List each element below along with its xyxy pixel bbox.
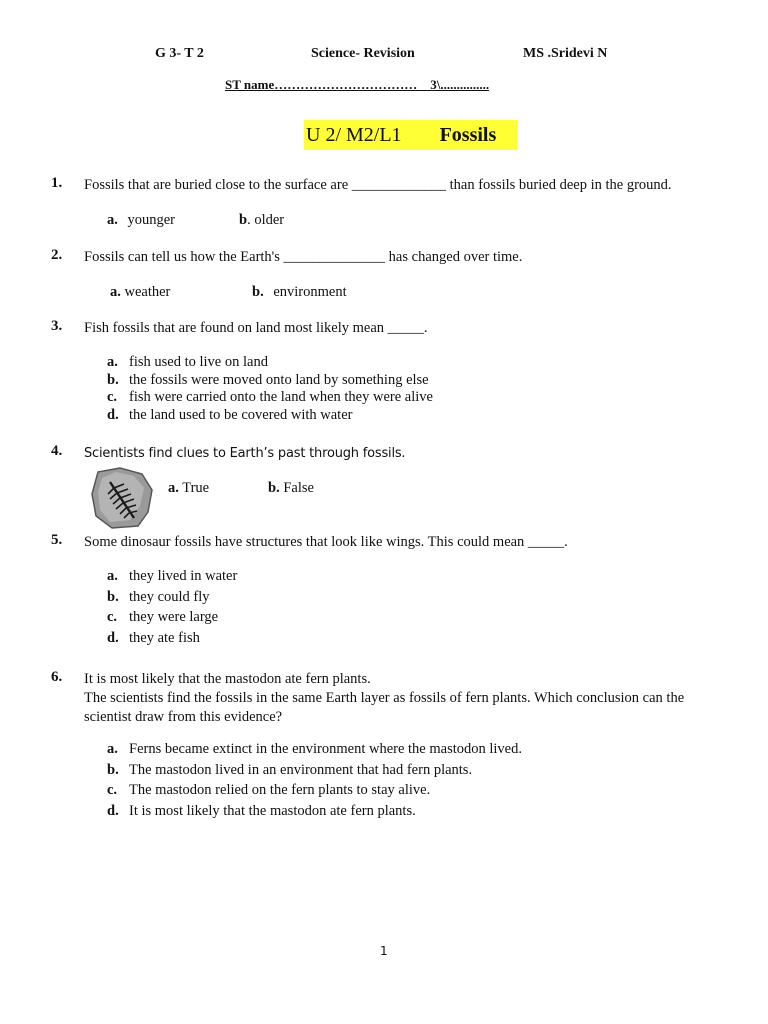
- option-label: c.: [107, 389, 118, 406]
- option-list: [107, 354, 433, 425]
- option-text: weather: [124, 284, 171, 300]
- option-text: fish used to live on land: [129, 354, 268, 370]
- option-label: b.: [107, 588, 119, 605]
- header-subject: Science- Revision: [311, 46, 415, 61]
- option-label: a.: [110, 284, 121, 300]
- question-text: Some dinosaur fossils have structures that look like wings. This could mean _____.: [84, 534, 568, 550]
- question-number: 1.: [51, 175, 63, 191]
- option: [107, 739, 522, 760]
- question-text: Fossils can tell us how the Earth's ______________ has changed over time.: [84, 249, 523, 265]
- option-text: fish were carried onto the land when they were alive: [129, 389, 433, 406]
- option: [168, 480, 209, 497]
- option-text: The mastodon lived in an environment that had fern plants.: [129, 761, 473, 778]
- option-text: they ate fish: [129, 629, 200, 646]
- title-word: Fossils: [439, 123, 497, 146]
- question-number: 6.: [51, 669, 63, 685]
- option: [268, 480, 314, 497]
- option-label: d.: [107, 407, 119, 424]
- option: [252, 284, 347, 301]
- option-text: It is most likely that the mastodon ate fern plants.: [129, 802, 416, 819]
- title-code: U 2/ M2/L1: [306, 123, 402, 146]
- option-text: The mastodon relied on the fern plants to stay alive.: [129, 782, 431, 799]
- option-label: b.: [107, 371, 119, 388]
- option: [107, 628, 237, 649]
- option-text: the land used to be covered with water: [129, 407, 353, 424]
- page-title: [304, 120, 517, 150]
- option-label: a.: [107, 212, 118, 228]
- option: [107, 354, 433, 372]
- student-name-line: ST name…………………………… 3\...............: [225, 77, 490, 92]
- option-label: c.: [107, 609, 118, 626]
- option: [107, 389, 433, 407]
- question-number: 3.: [51, 318, 63, 334]
- option: [107, 780, 522, 801]
- option-text: Ferns became extinct in the environment where the mastodon lived.: [129, 741, 522, 757]
- question-text: Scientists find clues to Earth’s past through fossils.: [84, 446, 406, 461]
- question-text: Fossils that are buried close to the surface are _____________ than fossils buried deep in the ground.: [84, 177, 672, 193]
- option-text: False: [283, 480, 314, 496]
- option-text: True: [182, 480, 210, 496]
- option-label: b.: [268, 480, 280, 496]
- question-text: [84, 670, 734, 727]
- option-text: the fossils were moved onto land by something else: [129, 371, 429, 388]
- option: [110, 284, 170, 301]
- option-label: b: [239, 212, 248, 228]
- option-text: they lived in water: [129, 568, 238, 584]
- option: [107, 801, 522, 822]
- option-text: environment: [273, 284, 347, 300]
- option: [107, 566, 237, 587]
- option: [107, 587, 237, 608]
- option-list: [107, 739, 522, 821]
- option-label: b.: [252, 284, 264, 300]
- option-label: b.: [107, 761, 119, 778]
- option: [107, 760, 522, 781]
- page-number: 1: [380, 944, 388, 958]
- option-text: they were large: [129, 609, 219, 626]
- option-list: [107, 566, 237, 648]
- option-label: a.: [168, 480, 179, 496]
- option-text: . older: [247, 212, 285, 228]
- option: [107, 212, 175, 229]
- option-text: they could fly: [129, 588, 210, 605]
- option-label: c.: [107, 782, 118, 799]
- question-text: Fish fossils that are found on land most likely mean _____.: [84, 320, 428, 336]
- option: [239, 212, 284, 229]
- option-label: a.: [107, 354, 118, 370]
- option: [107, 607, 237, 628]
- question-text-line: It is most likely that the mastodon ate fern plants.: [84, 671, 371, 687]
- option-text: younger: [127, 212, 176, 228]
- question-text-line: The scientists find the fossils in the same Earth layer as fossils of fern plants. Which conclusion can the scientist draw from this evidence?: [84, 690, 685, 725]
- option: [107, 372, 433, 390]
- option-label: d.: [107, 802, 119, 819]
- header-grade: G 3- T 2: [155, 46, 204, 61]
- option: [107, 407, 433, 425]
- option-label: a.: [107, 741, 118, 757]
- question-number: 2.: [51, 247, 63, 263]
- question-number: 4.: [51, 443, 63, 459]
- option-label: a.: [107, 568, 118, 584]
- question-number: 5.: [51, 532, 63, 548]
- header-teacher: MS .Sridevi N: [523, 46, 608, 61]
- option-label: d.: [107, 629, 119, 646]
- fern-fossil-icon: [90, 466, 156, 530]
